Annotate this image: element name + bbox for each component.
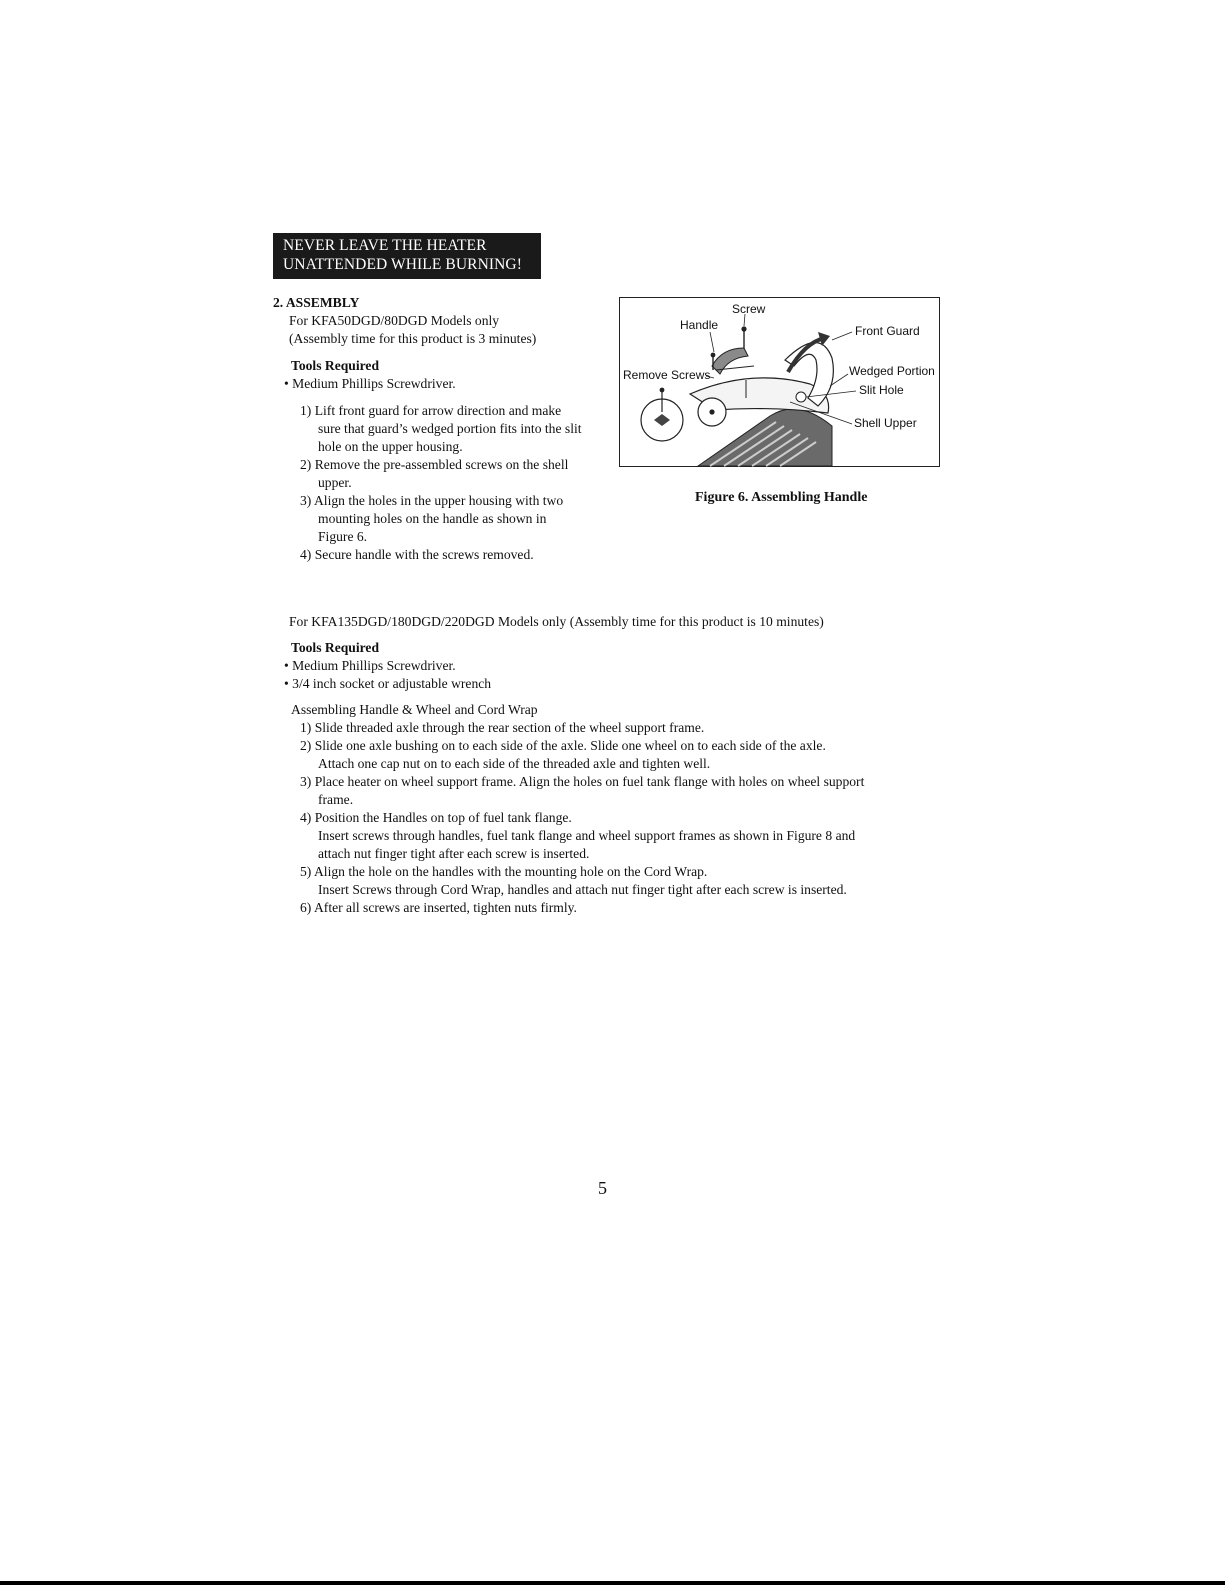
tool-item: • Medium Phillips Screwdriver.: [284, 658, 456, 673]
step-line: Figure 6.: [318, 529, 368, 544]
step-line: mounting holes on the handle as shown in: [318, 511, 547, 526]
tools-required-heading: Tools Required: [291, 640, 380, 655]
step-line: 4) Position the Handles on top of fuel tank flange.: [300, 810, 572, 825]
label-slit-hole: Slit Hole: [859, 383, 904, 397]
label-shell-upper: Shell Upper: [854, 416, 917, 430]
step-line: sure that guard’s wedged portion fits into the slit: [318, 421, 582, 436]
subheading: Assembling Handle & Wheel and Cord Wrap: [291, 702, 538, 717]
step-line: 2) Remove the pre-assembled screws on the shell: [300, 457, 569, 472]
step-line: frame.: [318, 792, 354, 807]
tools-required-heading: Tools Required: [291, 358, 380, 373]
label-handle: Handle: [680, 318, 719, 332]
step-line: Insert screws through handles, fuel tank flange and wheel support frames as shown in Figure 8 and: [318, 828, 856, 843]
label-front-guard: Front Guard: [855, 324, 920, 338]
step-line: upper.: [318, 475, 352, 490]
step-line: 4) Secure handle with the screws removed.: [300, 547, 534, 562]
step-line: 2) Slide one axle bushing on to each side of the axle. Slide one wheel on to each side of the axle.: [300, 738, 826, 753]
tool-item: • Medium Phillips Screwdriver.: [284, 376, 456, 391]
tool-item: • 3/4 inch socket or adjustable wrench: [284, 676, 492, 691]
label-remove-screws: Remove Screws: [623, 368, 711, 382]
step-line: 1) Lift front guard for arrow direction and make: [300, 403, 562, 418]
step-line: 1) Slide threaded axle through the rear section of the wheel support frame.: [300, 720, 705, 735]
step-line: Attach one cap nut on to each side of the threaded axle and tighten well.: [318, 756, 711, 771]
step-line: 3) Align the holes in the upper housing with two: [300, 493, 564, 508]
large-models-intro: For KFA135DGD/180DGD/220DGD Models only (Assembly time for this product is 10 minutes): [289, 614, 824, 629]
small-models-time: (Assembly time for this product is 3 minutes): [289, 331, 537, 346]
figure-6-illustration: [619, 297, 940, 467]
step-line: attach nut finger tight after each screw is inserted.: [318, 846, 590, 861]
step-line: 3) Place heater on wheel support frame. Align the holes on fuel tank flange with holes on wheel support: [300, 774, 865, 789]
step-line: 6) After all screws are inserted, tighten nuts firmly.: [300, 900, 577, 915]
step-line: Insert Screws through Cord Wrap, handles and attach nut finger tight after each screw is inserted.: [318, 882, 847, 897]
warning-line-2: UNATTENDED WHILE BURNING!: [283, 256, 522, 273]
warning-banner: [273, 233, 541, 279]
page-number: 5: [598, 1178, 607, 1198]
small-models-intro: For KFA50DGD/80DGD Models only: [289, 313, 500, 328]
section-heading: 2. ASSEMBLY: [273, 295, 360, 310]
warning-line-1: NEVER LEAVE THE HEATER: [283, 237, 487, 254]
label-wedged-portion: Wedged Portion: [849, 364, 935, 378]
step-line: hole on the upper housing.: [318, 439, 463, 454]
label-screw: Screw: [732, 302, 766, 316]
page-bottom-rule: [0, 1581, 1225, 1585]
step-line: 5) Align the hole on the handles with the mounting hole on the Cord Wrap.: [300, 864, 708, 879]
figure-caption: Figure 6. Assembling Handle: [695, 490, 868, 505]
